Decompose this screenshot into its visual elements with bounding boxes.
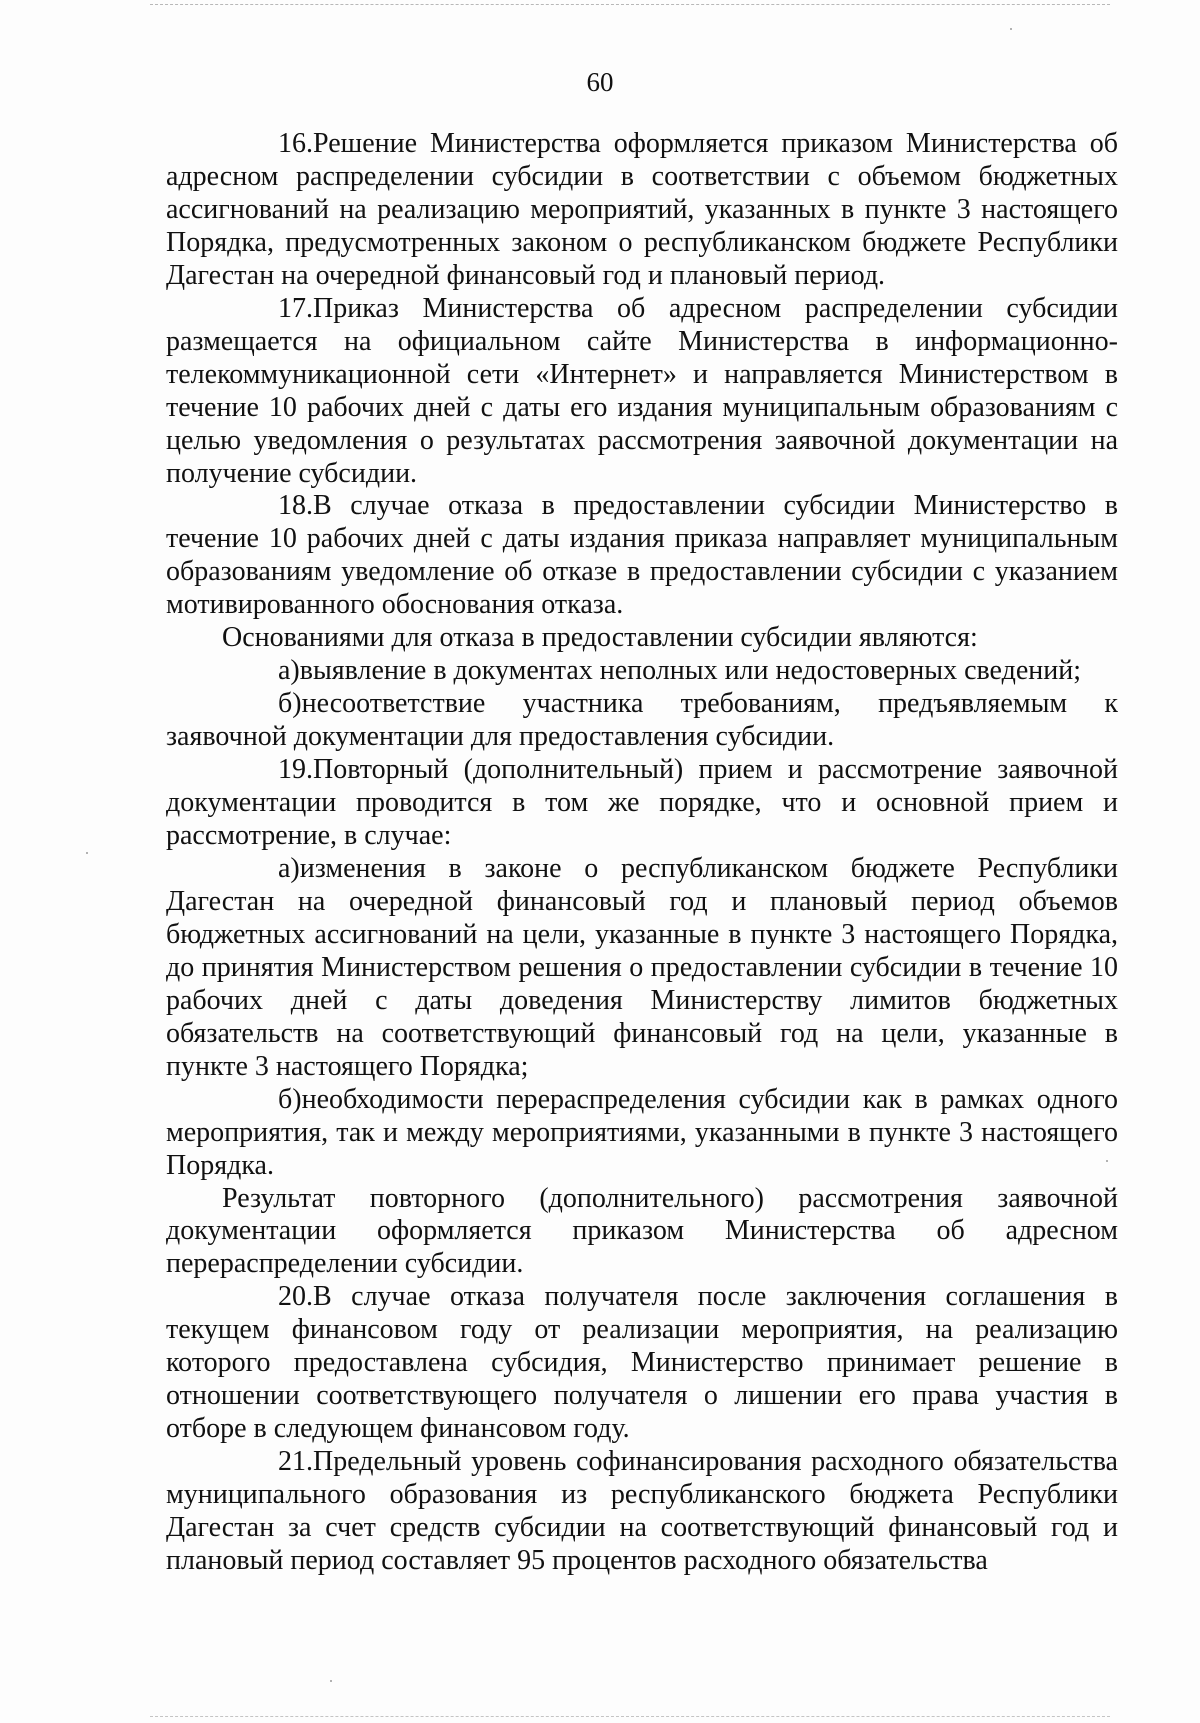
reconsideration-case-a [166,853,1118,1084]
paragraph-text: Решение Министерства оформляется приказом Министерства об адресном распределении субсидии в соответствии с объемом бюджетных ассигнований на реализацию мероприятий, указанных в пункте 3 настоящего Порядка, предусмотренных законом о республиканском бюджете Республики Дагестан на очередной финансовый год и плановый период. [166,128,1118,291]
scan-speck [1106,1160,1108,1162]
paragraph-number: 17. [278,292,313,324]
paragraph-text: выявление в документах неполных или недостоверных сведений; [299,655,1082,687]
paragraph-number: 20. [278,1281,313,1313]
paragraph-number: 19. [278,754,313,786]
subitem-letter: а) [278,655,300,687]
paragraph-text: В случае отказа получателя после заключения соглашения в текущем финансовом году от реализации мероприятия, на реализацию которого предоставлена субсидия, Министерство принимает решение в отношении соответствующего получателя о лишении его права участия в отборе в следующем финансовом году. [166,1281,1118,1445]
scan-speck [330,1680,332,1682]
paragraph-16 [166,128,1118,293]
reconsideration-result [166,1183,1118,1282]
paragraph-19 [166,754,1118,853]
subitem-letter: б) [278,688,302,720]
scan-top-edge [150,4,1110,5]
subitem-letter: б) [278,1083,302,1115]
paragraph-text: Приказ Министерства об адресном распределении субсидии размещается на официальном сайте Министерства в информационно-телекоммуникационной сети «Интернет» и направляется Министерством в течение 10 рабочих дней с даты его издания муниципальным образованиям с целью уведомления о результатах рассмотрения заявочной документации на получение субсидии. [166,292,1118,489]
refusal-ground-b [166,688,1118,754]
paragraph-number: 18. [278,490,313,522]
paragraph-20 [166,1281,1118,1446]
subitem-letter: а) [278,852,300,884]
reconsideration-case-b [166,1084,1118,1183]
paragraph-text: необходимости перераспределения субсидии как в рамках одного мероприятия, так и между мероприятиями, указанными в пункте 3 настоящего Порядка. [166,1083,1118,1181]
paragraph-21 [166,1446,1118,1578]
refusal-ground-a [166,655,1118,688]
paragraph-number: 16. [278,128,313,159]
paragraph-17 [166,293,1118,491]
refusal-grounds-intro [166,622,1118,655]
paragraph-text: несоответствие участника требованиям, предъявляемым к заявочной документации для предоставления субсидии. [166,688,1118,753]
scan-bottom-edge [150,1716,1110,1717]
scan-speck [1010,28,1012,30]
paragraph-text: Основаниями для отказа в предоставлении субсидии являются: [222,622,978,654]
paragraph-text: изменения в законе о республиканском бюджете Республики Дагестан на очередной финансовый год и плановый период объемов бюджетных ассигнований на цели, указанные в пункте 3 настоящего Порядка, до принятия Министерством решения о предоставлении субсидии в течение 10 рабочих дней с даты доведения Министерству лимитов бюджетных обязательств на соответствующий финансовый год на цели, указанные в пункте 3 настоящего Порядка; [166,852,1118,1082]
paragraph-text: Предельный уровень софинансирования расходного обязательства муниципального образования из республиканского бюджета Республики Дагестан за счет средств субсидии на соответствующий финансовый год и плановый период составляет 95 процентов расходного обязательства [166,1446,1118,1576]
paragraph-text: В случае отказа в предоставлении субсидии Министерство в течение 10 рабочих дней с даты издания приказа направляет муниципальным образованиям уведомление об отказе в предоставлении субсидии с указанием мотивированного обоснования отказа. [166,490,1118,621]
paragraph-text: Результат повторного (дополнительного) рассмотрения заявочной документации оформляется приказом Министерства об адресном перераспределении субсидии. [166,1182,1118,1280]
page-number: 60 [586,67,614,97]
paragraph-18 [166,490,1118,622]
paragraph-number: 21. [278,1446,313,1478]
document-body [166,128,1118,1578]
scan-speck [86,852,88,854]
paragraph-text: Повторный (дополнительный) прием и рассмотрение заявочной документации проводится в том же порядке, что и основной прием и рассмотрение, в случае: [166,754,1118,852]
